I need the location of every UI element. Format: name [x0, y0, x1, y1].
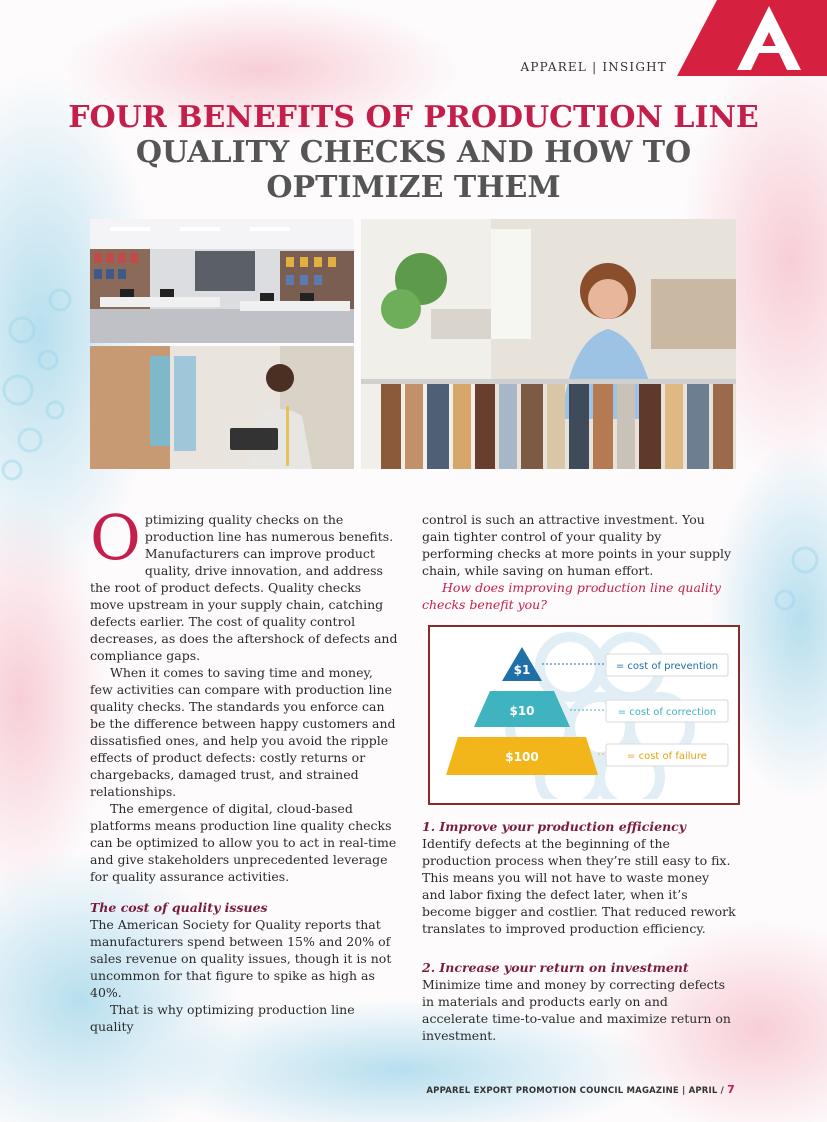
section-label: APPAREL | INSIGHT [520, 60, 667, 74]
benefit-2-heading: 2. Increase your return on investment [422, 960, 689, 975]
benefit-1-heading: 1. Improve your production efficiency [422, 819, 687, 834]
magazine-logo-corner [677, 0, 827, 76]
designer-clothes-rack-photo [361, 219, 736, 469]
tier-label-correction: = cost of correction [617, 707, 717, 718]
benefit-1-text: Identify defects at the beginning of the production process when they’re still easy to fix. This means you will not have to waste money and labor fixing the defect later, when it’s become bigger and costlier. That reduced rework translates to improved production efficiency. [422, 836, 736, 936]
page-number: 7 [727, 1083, 735, 1096]
page-title [60, 100, 767, 205]
drop-cap: O [90, 501, 141, 574]
cost-pyramid-diagram [428, 625, 740, 805]
tier-label-prevention: = cost of prevention [615, 661, 719, 672]
paragraph-digital-platforms: The emergence of digital, cloud-based platforms means production line quality checks can be optimized to allow you to act in real-time and give stakeholders unprecedented leverage for quality assurance activities. [90, 801, 397, 884]
article-column-left [90, 501, 398, 1035]
article-column-right-top [422, 511, 736, 613]
intro-paragraph: Optimizing quality checks on the production line has numerous benefits. Manufacturers can improve product quality, drive innovation, and address the root of product defects. Quality checks move upstream in your supply chain, catching defects earlier. The cost of quality control decreases, as does the aftershock of defects and compliance gaps. [90, 501, 398, 663]
article-column-right-bottom [422, 818, 736, 1044]
paragraph-attractive-investment: control is such an attractive investment. You gain tighter control of your quality by performing checks at more points in your supply chain, while saving on human effort. [422, 512, 732, 578]
title-line-2: QUALITY CHECKS AND HOW TO [135, 135, 692, 170]
paragraph-asq-report: The American Society for Quality reports that manufacturers spend between 15% and 20% of sales revenue on quality issues, though it is not uncommon for that figure to spike as high as 40%. [90, 917, 392, 1000]
tier-amount-failure: $100 [505, 750, 539, 764]
title-line-1: FOUR BENEFITS OF PRODUCTION LINE [68, 100, 759, 135]
subhead-cost-of-quality: The cost of quality issues [90, 900, 268, 915]
footer-magazine-name: APPAREL EXPORT PROMOTION COUNCIL MAGAZINE | APRIL / [426, 1086, 724, 1096]
title-line-3: OPTIMIZE THEM [266, 170, 561, 205]
question-callout: How does improving production line quality checks benefit you? [422, 580, 721, 612]
page-footer [426, 1083, 735, 1096]
tier-label-failure: = cost of failure [627, 751, 707, 762]
benefit-2-text: Minimize time and money by correcting defects in materials and products early on and accelerate time-to-value and maximize return on investment. [422, 977, 731, 1043]
paragraph-optimizing: That is why optimizing production line quality [90, 1002, 355, 1034]
tier-amount-correction: $10 [509, 704, 535, 718]
factory-workshop-photo [90, 219, 354, 343]
tier-amount-prevention: $1 [513, 663, 531, 677]
paragraph-time-money: When it comes to saving time and money, few activities can compare with production line quality checks. The standards you enforce can be the difference between happy customers and dissatisfied ones, and help you avoid the ripple effects of product defects: costly returns or chargebacks, damaged trust, and strained relationships. [90, 665, 396, 799]
designer-tablet-photo [90, 346, 354, 469]
